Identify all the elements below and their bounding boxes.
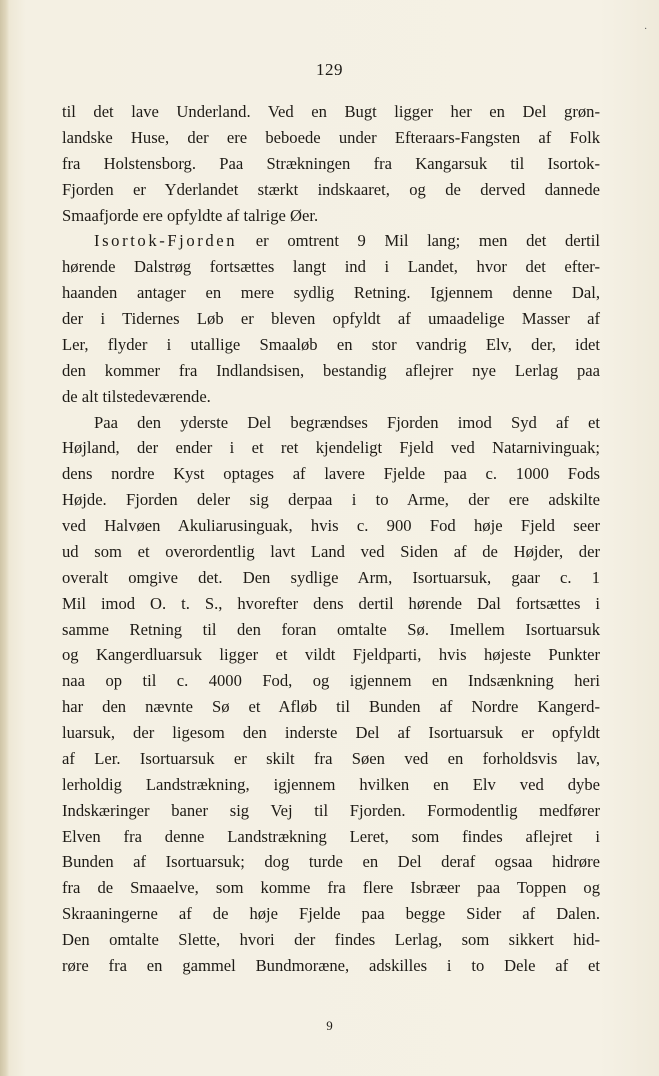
text-line: til det lave Underland. Ved en Bugt ligger her en Del grøn- bbox=[62, 102, 600, 121]
text-line: Bunden af Isortuarsuk; dog turde en Del deraf ogsaa hidrøre bbox=[62, 852, 600, 872]
text-line-rest: er omtrent 9 Mil lang; men det dertil bbox=[255, 231, 600, 251]
signature-mark: 9 bbox=[326, 1018, 333, 1033]
text-line: fra de Smaaelve, som komme fra flere Isbræer paa Toppen og bbox=[62, 878, 600, 898]
text-line: fra Holstensborg. Paa Strækningen fra Kangarsuk til Isortok- bbox=[62, 153, 600, 173]
text-line: røre fra en gammel Bundmoræne, adskilles i to Dele af et bbox=[62, 955, 600, 975]
text-line: den kommer fra Indlandsisen, bestandig aflejrer nye Lerlag paa bbox=[62, 360, 600, 380]
text-line: Elven fra denne Landstrækning Leret, som findes aflejret i bbox=[62, 826, 600, 846]
text-line: naa op til c. 4000 Fod, og igjennem en Indsænkning heri bbox=[62, 671, 600, 691]
text-line: Indskæringer baner sig Vej til Fjorden. Formodentlig medfører bbox=[62, 800, 600, 820]
text-line: samme Retning til den foran omtalte Sø. Imellem Isortuarsuk bbox=[62, 619, 600, 639]
text-line: overalt omgive det. Den sydlige Arm, Isortuarsuk, gaar c. 1 bbox=[62, 567, 600, 587]
text-line: Højde. Fjorden deler sig derpaa i to Arme, der ere adskilte bbox=[62, 490, 600, 510]
text-line: Mil imod O. t. S., hvorefter dens dertil hørende Dal fortsættes i bbox=[62, 593, 600, 613]
text-line: lerholdig Landstrækning, igjennem hvilken en Elv ved dybe bbox=[62, 774, 600, 794]
text-line: Fjorden er Yderlandet stærkt indskaaret, og de derved dannede bbox=[62, 179, 600, 199]
text-line: Højland, der ender i et ret kjendeligt Fjeld ved Natarnivinguak; bbox=[62, 438, 600, 458]
text-line: ud som et overordentlig lavt Land ved Siden af de Højder, der bbox=[62, 541, 600, 561]
text-line: Skraaningerne af de høje Fjelde paa begge Sider af Dalen. bbox=[62, 904, 600, 924]
text-line: der i Tidernes Løb er bleven opfyldt af umaadelige Masser af bbox=[62, 309, 600, 328]
text-line: Smaafjorde ere opfyldte af talrige Øer. bbox=[62, 205, 319, 225]
text-line: Den omtalte Slette, hvori der findes Lerlag, som sikkert hid- bbox=[62, 930, 600, 949]
speck-mark: · bbox=[644, 24, 648, 35]
text-line: hørende Dalstrøg fortsættes langt ind i Landet, hvor det efter- bbox=[62, 257, 600, 277]
spaced-heading: Isortok-Fjorden bbox=[94, 231, 238, 251]
page-number: 129 bbox=[316, 60, 343, 79]
text-line: de alt tilstedeværende. bbox=[62, 386, 211, 406]
text-line: haanden antager en mere sydlig Retning. Igjennem denne Dal, bbox=[62, 283, 600, 303]
text-line: dens nordre Kyst optages af lavere Fjelde paa c. 1000 Fods bbox=[62, 464, 600, 484]
body-text bbox=[62, 99, 600, 979]
text-line: af Ler. Isortuarsuk er skilt fra Søen ved en forholdsvis lav, bbox=[62, 748, 600, 768]
text-line-heading bbox=[62, 228, 600, 254]
text-line: Ler, flyder i utallige Smaaløb en stor vandrig Elv, der, idet bbox=[62, 334, 600, 354]
text-line: landske Huse, der ere beboede under Efteraars-Fangsten af Folk bbox=[62, 127, 600, 147]
text-line: Paa den yderste Del begrændses Fjorden imod Syd af et bbox=[94, 412, 600, 432]
text-line: ved Halvøen Akuliarusinguak, hvis c. 900 Fod høje Fjeld seer bbox=[62, 516, 600, 535]
text-line: har den nævnte Sø et Afløb til Bunden af Nordre Kangerd- bbox=[62, 697, 600, 717]
text-line: og Kangerdluarsuk ligger et vildt Fjeldparti, hvis højeste Punkter bbox=[62, 645, 600, 665]
binding-shadow bbox=[0, 0, 9, 1076]
text-line: luarsuk, der ligesom den inderste Del af Isortuarsuk er opfyldt bbox=[62, 723, 600, 742]
